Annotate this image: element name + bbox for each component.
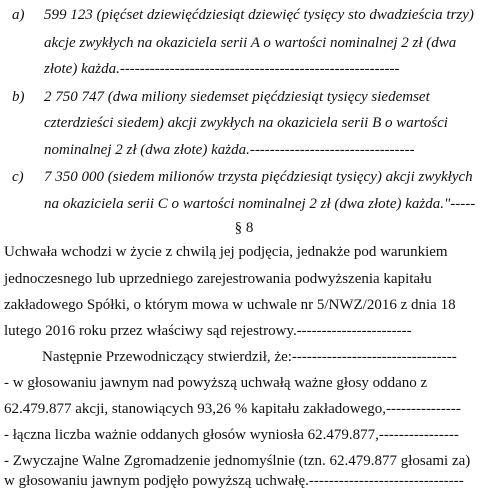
body-line-8: - łączna liczba ważnie oddanych głosów wyniosła 62.479.877,---------------- bbox=[4, 427, 459, 443]
item-b-line-2: czterdzieści siedem) akcji zwykłych na okaziciela serii B o wartości bbox=[44, 115, 448, 131]
body-line-7: 62.479.877 akcji, stanowiących 93,26 % kapitału zakładowego,--------------- bbox=[4, 401, 461, 417]
item-b-label: b) bbox=[12, 89, 25, 105]
body-line-3: zakładowego Spółki, o którym mowa w uchwale nr 5/NWZ/2016 z dnia 18 bbox=[4, 297, 456, 313]
item-a-line-3: złote) każda.-------------------------------------------------------- bbox=[44, 61, 400, 77]
body-line-4: lutego 2016 roku przez właściwy sąd rejestrowy.----------------------- bbox=[4, 323, 412, 339]
item-a-line-2: akcje zwykłych na okaziciela serii A o wartości nominalnej 2 zł (dwa bbox=[44, 35, 457, 51]
item-b-line-1: 2 750 747 (dwa miliony siedemset pięćdziesiąt tysięcy siedemset bbox=[44, 89, 430, 105]
item-c-line-1: 7 350 000 (siedem milionów trzysta pięćdziesiąt tysięcy) akcji zwykłych bbox=[44, 169, 473, 185]
body-line-5: Następnie Przewodniczący stwierdził, że:--------------------------------- bbox=[42, 349, 457, 365]
item-a-label: a) bbox=[12, 7, 25, 23]
body-line-10: w głosowaniu jawnym podjęło powyższą uchwałę.------------------------------- bbox=[4, 473, 464, 489]
item-b-line-3: nominalnej 2 zł (dwa złote) każda.--------------------------------- bbox=[44, 142, 415, 158]
item-c-label: c) bbox=[12, 169, 24, 185]
body-line-2: jednoczesnego lub uprzedniego zarejestrowania podwyższenia kapitału bbox=[4, 271, 432, 287]
body-line-9: - Zwyczajne Walne Zgromadzenie jednomyślnie (tzn. 62.479.877 głosami za) bbox=[4, 453, 471, 469]
body-line-1: Uchwała wchodzi w życie z chwilą jej podjęcia, jednakże pod warunkiem bbox=[4, 244, 448, 260]
item-c-line-2: na okaziciela serii C o wartości nominalnej 2 zł (dwa złote) każda."----- bbox=[44, 196, 476, 212]
body-line-6: - w głosowaniu jawnym nad powyższą uchwałą ważne głosy oddano z bbox=[4, 375, 428, 391]
section-heading: § 8 bbox=[234, 220, 254, 236]
item-a-line-1: 599 123 (pięćset dziewięćdziesiąt dziewięć tysięcy sto dwadzieścia trzy) bbox=[44, 7, 474, 23]
